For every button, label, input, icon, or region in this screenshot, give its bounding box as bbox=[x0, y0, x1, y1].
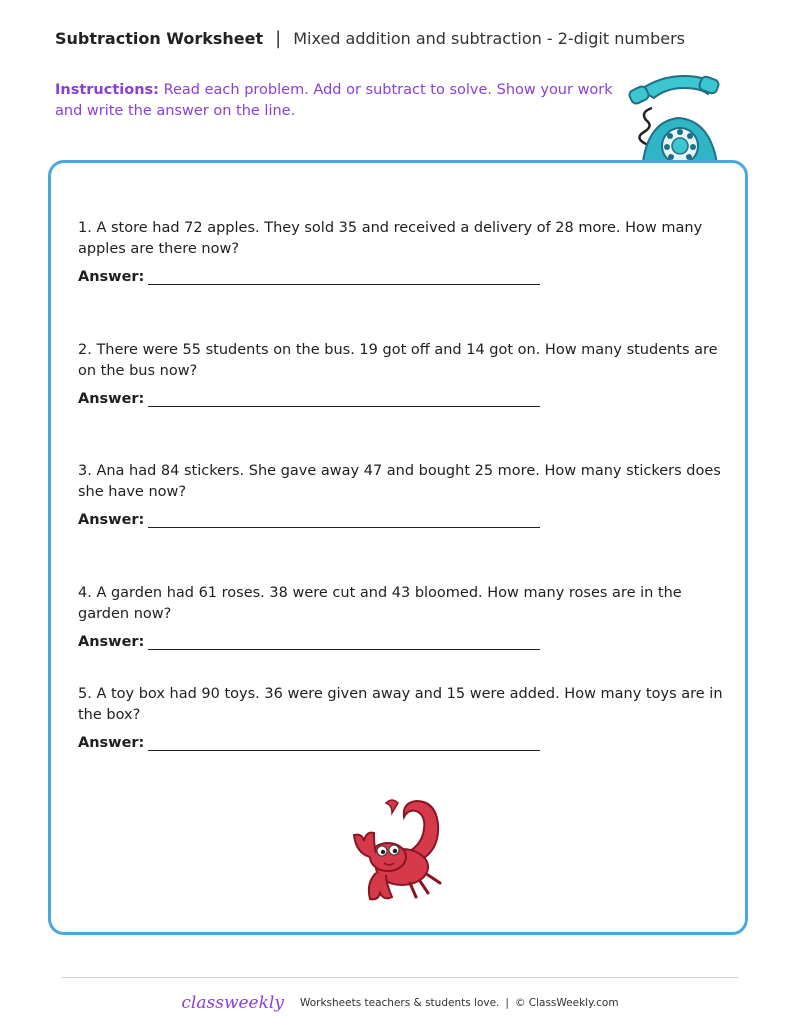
worksheet-subtitle: Mixed addition and subtraction - 2-digit numbers bbox=[293, 29, 685, 48]
instructions-label: Instructions: bbox=[55, 82, 159, 98]
answer-line[interactable] bbox=[148, 390, 540, 407]
footer-tagline: Worksheets teachers & students love. bbox=[299, 997, 500, 1009]
answer-label: Answer: bbox=[78, 269, 145, 285]
problem-text: 4. A garden had 61 roses. 38 were cut and 43 bloomed. How many roses are in the garden now? bbox=[78, 585, 682, 622]
header-separator: | bbox=[275, 28, 282, 49]
worksheet-title: Subtraction Worksheet bbox=[55, 29, 264, 48]
classweekly-logo[interactable]: classweekly bbox=[181, 993, 284, 1013]
problem-text: 5. A toy box had 90 toys. 36 were given away and 15 were added. How many toys are in the box? bbox=[78, 686, 723, 723]
footer-divider bbox=[62, 977, 738, 978]
problem-text: 1. A store had 72 apples. They sold 35 and received a delivery of 28 more. How many apples are there now? bbox=[78, 220, 703, 257]
problem-text: 2. There were 55 students on the bus. 19 got off and 14 got on. How many students are on the bus now? bbox=[78, 342, 718, 379]
problem-1 bbox=[78, 218, 728, 285]
answer-row bbox=[78, 390, 728, 407]
scorpion-illustration bbox=[340, 795, 460, 915]
problem-text: 3. Ana had 84 stickers. She gave away 47 and bought 25 more. How many stickers does she have now? bbox=[78, 463, 721, 500]
answer-row bbox=[78, 734, 728, 751]
problem-3 bbox=[78, 461, 728, 528]
problem-5 bbox=[78, 684, 728, 751]
answer-row bbox=[78, 633, 728, 650]
instructions-text: Read each problem. Add or subtract to solve. Show your work and write the answer on the line. bbox=[55, 82, 613, 119]
instructions bbox=[55, 80, 615, 122]
answer-line[interactable] bbox=[148, 734, 540, 751]
answer-row bbox=[78, 511, 728, 528]
answer-label: Answer: bbox=[78, 512, 145, 528]
answer-line[interactable] bbox=[148, 268, 540, 285]
answer-label: Answer: bbox=[78, 391, 145, 407]
footer-separator: | bbox=[505, 997, 509, 1009]
answer-row bbox=[78, 268, 728, 285]
problem-2 bbox=[78, 340, 728, 407]
footer bbox=[0, 993, 800, 1013]
footer-copyright: © ClassWeekly.com bbox=[514, 997, 619, 1009]
answer-label: Answer: bbox=[78, 735, 145, 751]
answer-line[interactable] bbox=[148, 633, 540, 650]
answer-line[interactable] bbox=[148, 511, 540, 528]
worksheet-header bbox=[55, 28, 685, 49]
problem-4 bbox=[78, 583, 728, 650]
answer-label: Answer: bbox=[78, 634, 145, 650]
